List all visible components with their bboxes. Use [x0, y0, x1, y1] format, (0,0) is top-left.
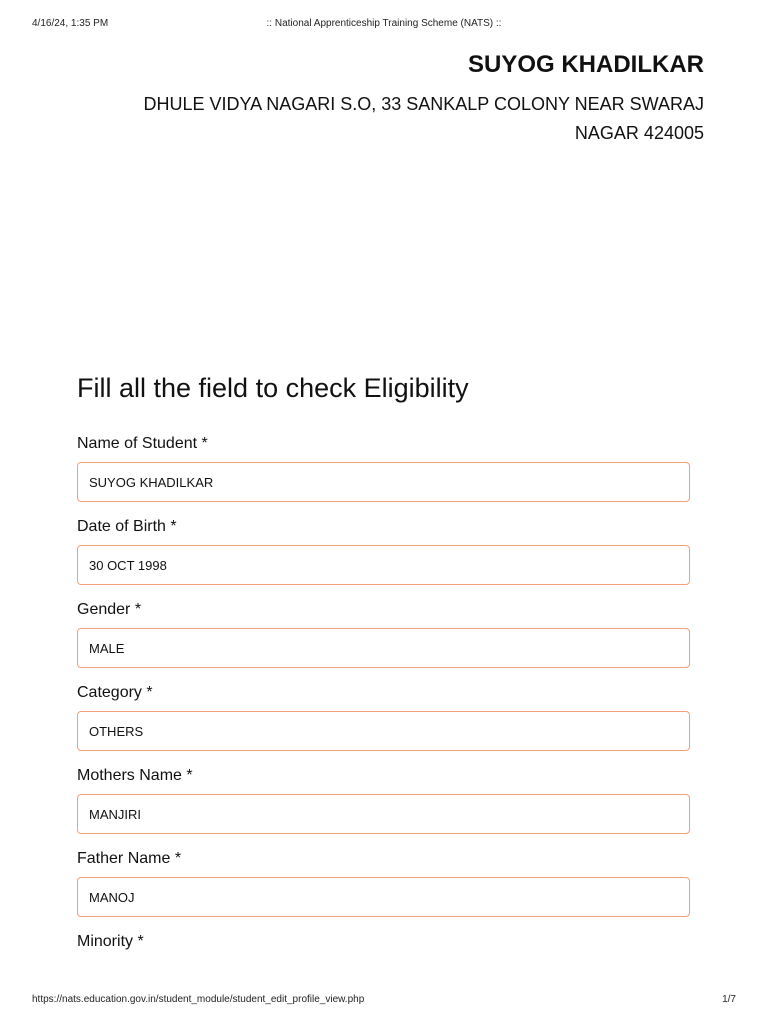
field-mothers-name [77, 766, 690, 834]
category-field[interactable]: OTHERS [77, 711, 690, 751]
print-page-title: :: National Apprenticeship Training Scheme (NATS) :: [266, 18, 502, 29]
print-page-number: 1/7 [722, 994, 736, 1005]
print-url: https://nats.education.gov.in/student_module/student_edit_profile_view.php [32, 994, 365, 1005]
field-label-date-of-birth: Date of Birth * [77, 518, 177, 535]
name-of-student-field[interactable]: SUYOG KHADILKAR [77, 462, 690, 502]
field-label-category: Category * [77, 684, 153, 701]
print-header [32, 18, 736, 32]
field-label-minority: Minority * [77, 933, 144, 950]
date-of-birth-field[interactable]: 30 OCT 1998 [77, 545, 690, 585]
profile-address-line-2: NAGAR 424005 [574, 123, 704, 143]
field-gender [77, 600, 690, 668]
print-footer [32, 994, 736, 1008]
gender-field[interactable]: MALE [77, 628, 690, 668]
profile-address [64, 90, 704, 148]
field-category [77, 683, 690, 751]
eligibility-form [77, 368, 690, 960]
field-label-father-name: Father Name * [77, 850, 182, 867]
field-name-of-student [77, 434, 690, 502]
field-date-of-birth [77, 517, 690, 585]
field-minority [77, 932, 690, 952]
profile-address-line-1: DHULE VIDYA NAGARI S.O, 33 SANKALP COLONY NEAR SWARAJ [143, 94, 704, 114]
father-name-field[interactable]: MANOJ [77, 877, 690, 917]
field-father-name [77, 849, 690, 917]
print-datetime: 4/16/24, 1:35 PM [32, 18, 109, 29]
field-label-gender: Gender * [77, 601, 142, 618]
profile-name: SUYOG KHADILKAR [467, 51, 704, 78]
mothers-name-field[interactable]: MANJIRI [77, 794, 690, 834]
field-label-mothers-name: Mothers Name * [77, 767, 193, 784]
field-label-name-of-student: Name of Student * [77, 435, 208, 452]
form-heading: Fill all the field to check Eligibility [77, 373, 469, 403]
profile-block [64, 50, 704, 148]
